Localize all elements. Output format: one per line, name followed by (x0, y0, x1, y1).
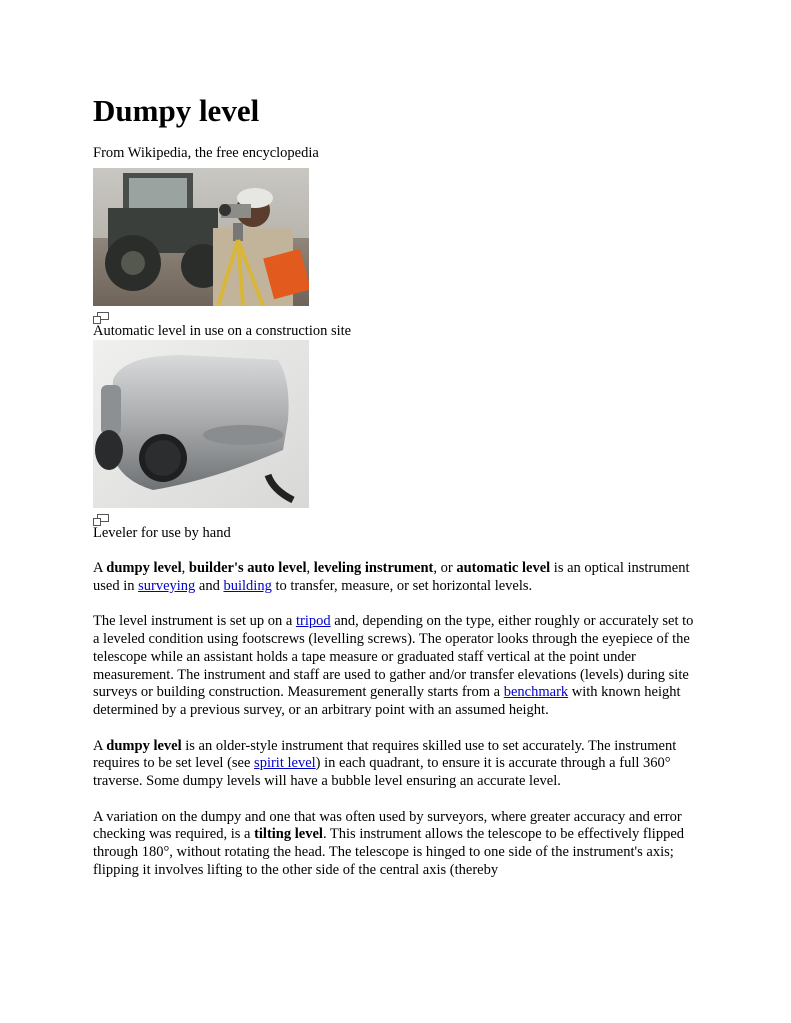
term: tilting level (254, 826, 323, 843)
term: automatic level (456, 560, 551, 576)
link-tripod[interactable]: tripod (295, 613, 331, 630)
figure-construction-site (93, 168, 703, 340)
paragraph-intro: A dumpy level, builder's auto level, leveling instrument, or automatic level is an optical instrument used in surveying and building to transfer, measure, or set horizontal levels. (93, 560, 690, 594)
figure-caption: Leveler for use by hand (93, 525, 231, 541)
link-benchmark[interactable]: benchmark (503, 684, 569, 701)
link-spirit-level[interactable]: spirit level (254, 755, 316, 772)
term: dumpy level (106, 737, 182, 754)
figure-caption: Automatic level in use on a construction site (93, 323, 352, 339)
article-body (93, 560, 703, 880)
link-building[interactable]: building (223, 577, 272, 594)
paragraph-tilting: A variation on the dumpy and one that was often used by surveyors, where greater accuracy and error checking was required, is a tilting level. This instrument allows the telescope to be effectively flipped through 180°, without rotating the head. The telescope is hinged to one side of the instrument's axis; flipping it involves lifting to the other side of the central axis (thereby (93, 808, 685, 878)
construction-site-photo[interactable] (93, 168, 309, 306)
figure-hand-leveler (93, 340, 703, 542)
page-subtitle: From Wikipedia, the free encyclopedia (93, 145, 319, 161)
page-title: Dumpy level (93, 93, 260, 128)
term: builder's auto level (188, 560, 307, 576)
term: dumpy level (106, 560, 182, 576)
paragraph-dumpy: A dumpy level is an older-style instrument that requires skilled use to set accurately. The instrument requires to be set level (see spirit level) in each quadrant, to ensure it is accurate through a full 360° traverse. Some dumpy levels will have a bubble level ensuring an accurate level. (93, 737, 677, 790)
term: leveling instrument (313, 560, 434, 576)
hand-leveler-photo[interactable] (93, 340, 309, 508)
link-surveying[interactable]: surveying (138, 577, 196, 594)
article (93, 92, 703, 880)
paragraph-setup: The level instrument is set up on a tripod and, depending on the type, either roughly or accurately set to a leveled condition using footscrews (levelling screws). The operator looks through the eyepiece of the telescope while an assistant holds a tape measure or graduated staff vertical at the point under measurement. The instrument and staff are used to gather and/or transfer elevations (levels) during site surveys or building construction. Measurement generally starts from a benchmark with known height determined by a previous survey, or an arbitrary point with an assumed height. (93, 613, 694, 719)
